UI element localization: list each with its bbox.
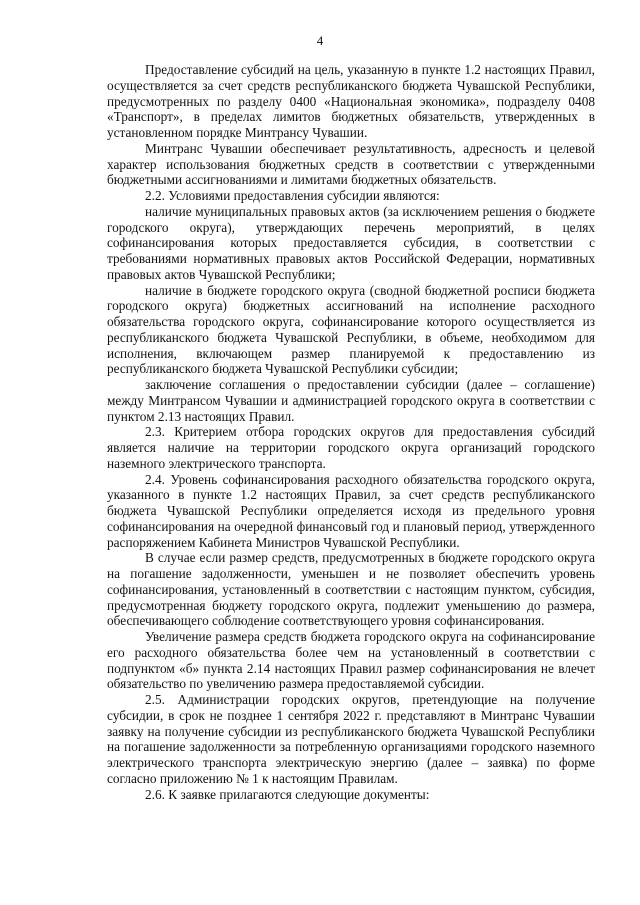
paragraph-2-3-selection-criterion: 2.3. Критерием отбора городских округов для предоставления субсидий является наличие на территории городского округа организаций городского наземного электрического транспорта. <box>107 424 595 471</box>
paragraph-condition-legal-acts: наличие муниципальных правовых актов (за исключением решения о бюджете городского округа), утверждающих перечень мероприятий, в целях софинансирования которых предоставляется субсидия, в соответствии с требованиями нормативных правовых актов Российской Федерации, нормативных правовых актов Чувашской Республики; <box>107 203 595 282</box>
paragraph-ministry-responsibility: Минтранс Чувашии обеспечивает результативность, адресность и целевой характер использования бюджетных средств в соответствии с утвержденными бюджетными ассигнованиями и лимитами бюджетных обязательств. <box>107 140 595 188</box>
paragraph-2-4-cofinancing-level: 2.4. Уровень софинансирования расходного обязательства городского округа, указанного в пункте 1.2 настоящих Правил, за счет средств республиканского бюджета Чувашской Республики определяется исходя из предельного уровня софинансирования на очередной финансовый год и плановый период, утвержденного распоряжением Кабинета Министров Чувашской Республики. <box>107 471 595 550</box>
paragraph-2-6-documents: 2.6. К заявке прилагаются следующие документы: <box>145 786 430 802</box>
paragraph-budget-increase: Увеличение размера средств бюджета городского округа на софинансирование его расходного обязательства более чем на установленный в соответствии с подпунктом «б» пункта 2.14 настоящих Правил размер софинансирования не влечет обязательство по увеличению размера предоставляемой субсидии. <box>107 629 595 692</box>
paragraph-2-2-heading: 2.2. Условиями предоставления субсидии являются: <box>145 188 440 203</box>
paragraph-subsidy-reduction: В случае если размер средств, предусмотренных в бюджете городского округа на погашение задолженности, уменьшен и не позволяет обеспечить уровень софинансирования, установленный в соответствии с настоящим пунктом, субсидия, предусмотренная бюджету городского округа, подлежит уменьшению до размера, обеспечивающего соблюдение соответствующего уровня софинансирования. <box>107 550 595 629</box>
paragraph-condition-budget-allocations: наличие в бюджете городского округа (сводной бюджетной росписи бюджета городского округа) бюджетных ассигнований на исполнение расходного обязательства городского округа, софинансирование которого осуществляется из республиканского бюджета Чувашской Республики, в объеме, необходимом для исполнения, включающем размер планируемой к предоставлению из республиканского бюджета Чувашской Республики субсидии; <box>107 282 595 377</box>
paragraph-condition-agreement: заключение соглашения о предоставлении субсидии (далее – соглашение) между Минтрансом Чувашии и администрацией городского округа в соответствии с пунктом 2.13 настоящих Правил. <box>107 377 595 424</box>
document-body <box>107 62 595 802</box>
paragraph-2-5-application: 2.5. Администрации городских округов, претендующие на получение субсидии, в срок не позднее 1 сентября 2022 г. представляют в Минтранс Чувашии заявку на получение субсидии из республиканского бюджета Чувашской Республики на погашение задолженности за потребленную организациями городского наземного электрического транспорта электрическую энергию (далее – заявка) по форме согласно приложению № 1 к настоящим Правилам. <box>107 692 595 786</box>
paragraph-funding-source: Предоставление субсидий на цель, указанную в пункте 1.2 настоящих Правил, осуществляется за счет средств республиканского бюджета Чувашской Республики, предусмотренных по разделу 0400 «Национальная экономика», подразделу 0408 «Транспорт», в пределах лимитов бюджетных обязательств, утвержденных в установленном порядке Минтрансу Чувашии. <box>107 62 595 140</box>
page-number: 4 <box>316 33 324 48</box>
